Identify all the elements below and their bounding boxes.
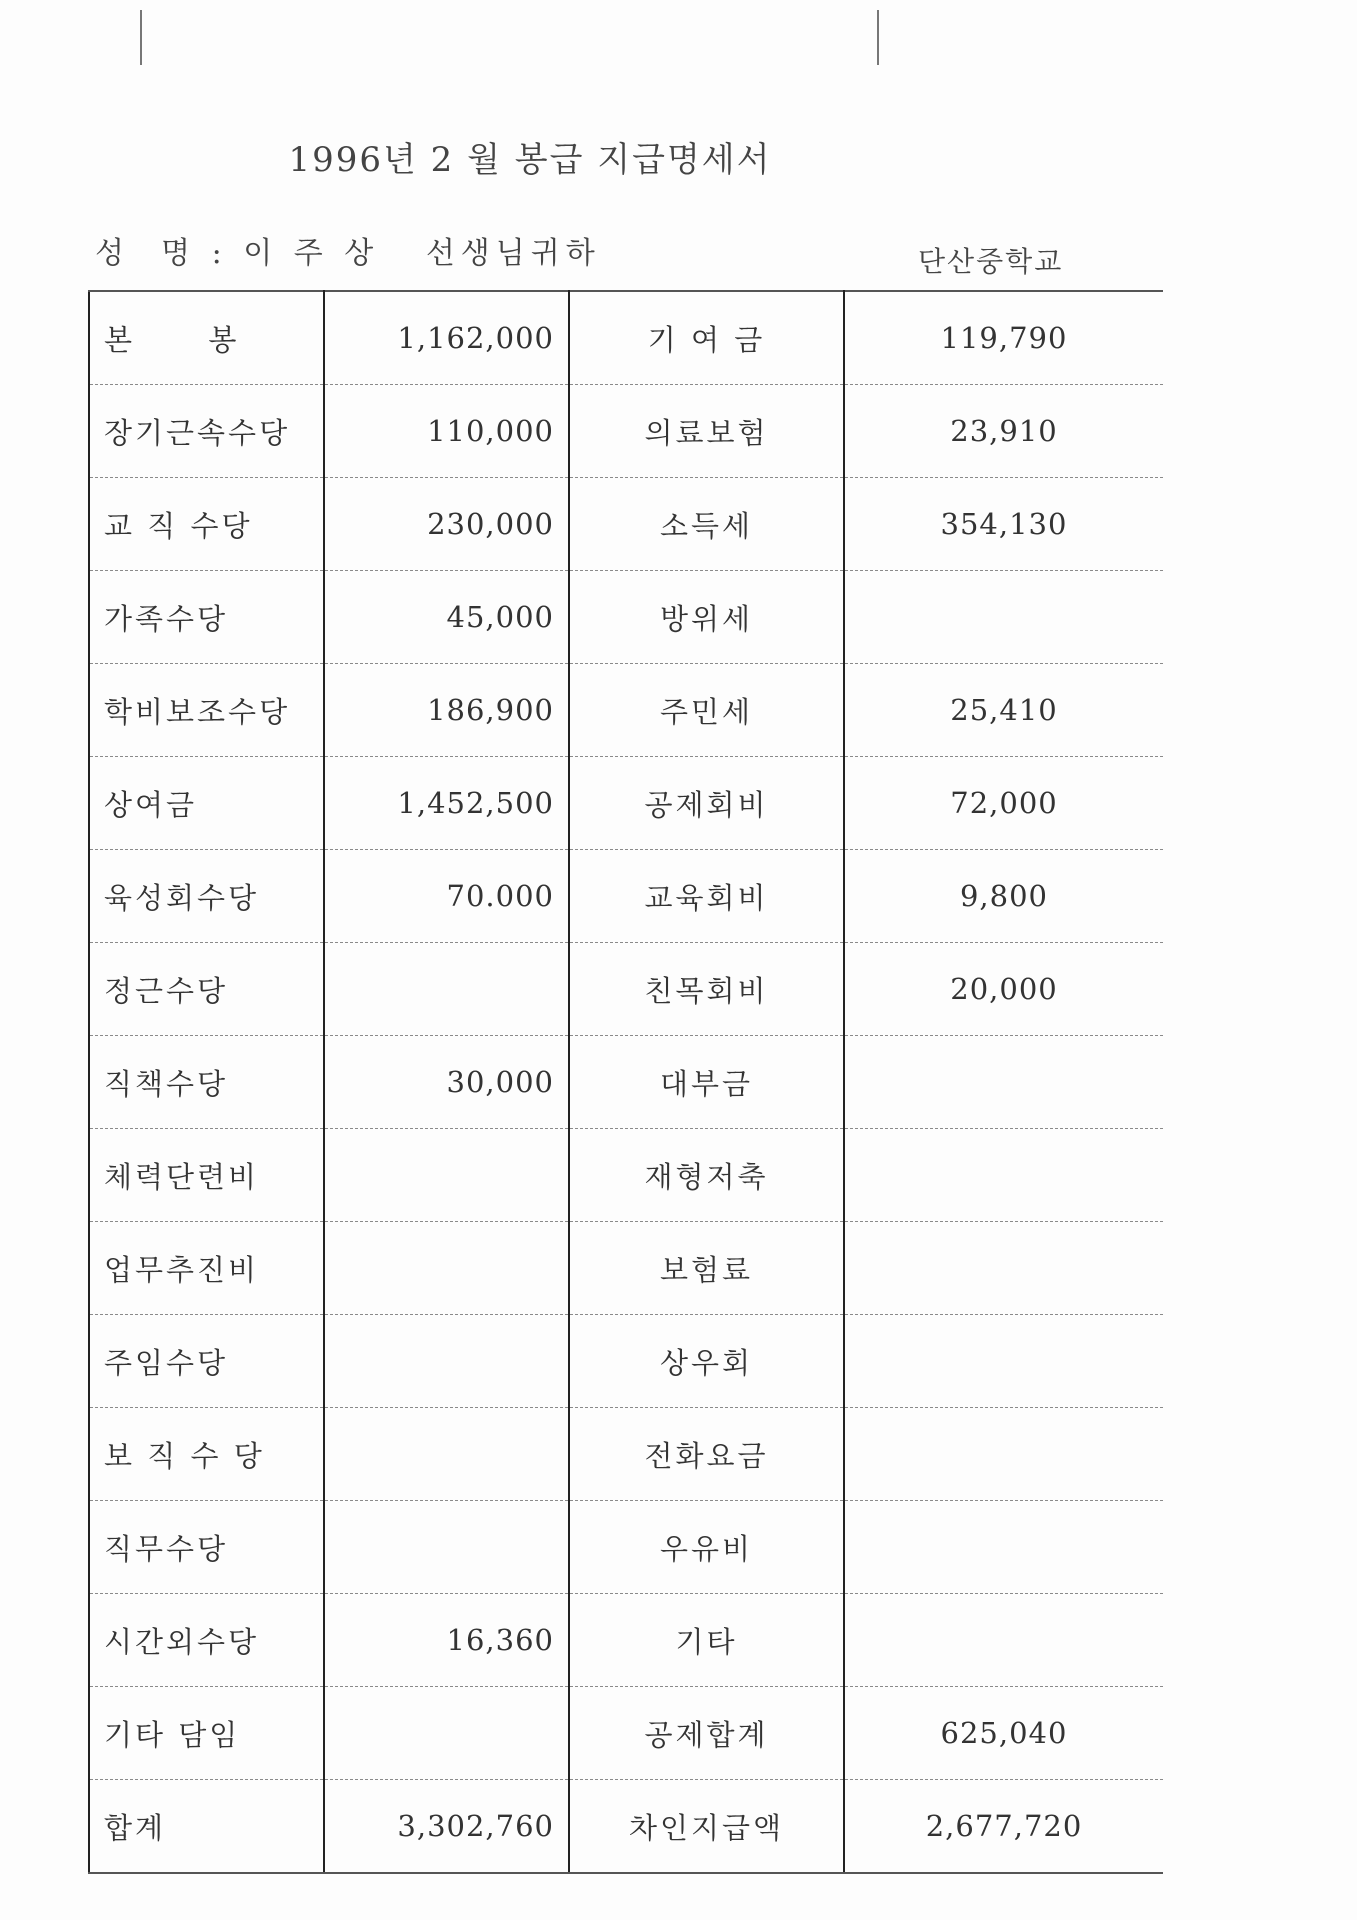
pay-item-label: 학비보조수당 bbox=[89, 664, 324, 757]
table-row bbox=[89, 1222, 1163, 1315]
pay-item-label: 본 봉 bbox=[89, 291, 324, 385]
deduction-amount: 2,677,720 bbox=[844, 1780, 1163, 1874]
pay-item-label: 시간외수당 bbox=[89, 1594, 324, 1687]
table-row bbox=[89, 291, 1163, 385]
scan-mark bbox=[140, 10, 142, 65]
pay-item-label: 직무수당 bbox=[89, 1501, 324, 1594]
deduction-amount bbox=[844, 1408, 1163, 1501]
pay-item-label: 기타 담임 bbox=[89, 1687, 324, 1780]
pay-item-label: 업무추진비 bbox=[89, 1222, 324, 1315]
deduction-amount: 72,000 bbox=[844, 757, 1163, 850]
school-name: 단산중학교 bbox=[918, 245, 1064, 278]
deduction-amount bbox=[844, 1315, 1163, 1408]
pay-amount bbox=[324, 1408, 569, 1501]
deduction-amount: 119,790 bbox=[844, 291, 1163, 385]
pay-amount bbox=[324, 1687, 569, 1780]
deduction-amount: 25,410 bbox=[844, 664, 1163, 757]
deduction-item-label: 재형저축 bbox=[569, 1129, 844, 1222]
pay-amount bbox=[324, 943, 569, 1036]
pay-amount: 110,000 bbox=[324, 385, 569, 478]
table-row bbox=[89, 1687, 1163, 1780]
pay-amount: 70.000 bbox=[324, 850, 569, 943]
deduction-item-label: 교육회비 bbox=[569, 850, 844, 943]
payslip-table bbox=[88, 290, 1163, 1874]
pay-item-label: 교 직 수당 bbox=[89, 478, 324, 571]
table-row bbox=[89, 1780, 1163, 1874]
deduction-amount: 23,910 bbox=[844, 385, 1163, 478]
pay-amount: 230,000 bbox=[324, 478, 569, 571]
table-row bbox=[89, 571, 1163, 664]
pay-item-label: 합계 bbox=[89, 1780, 324, 1874]
table-row bbox=[89, 478, 1163, 571]
pay-amount: 16,360 bbox=[324, 1594, 569, 1687]
pay-amount: 3,302,760 bbox=[324, 1780, 569, 1874]
deduction-item-label: 공제합계 bbox=[569, 1687, 844, 1780]
pay-amount: 1,452,500 bbox=[324, 757, 569, 850]
deduction-item-label: 소득세 bbox=[569, 478, 844, 571]
table-row bbox=[89, 757, 1163, 850]
deduction-item-label: 상우회 bbox=[569, 1315, 844, 1408]
deduction-amount bbox=[844, 1594, 1163, 1687]
deduction-item-label: 보험료 bbox=[569, 1222, 844, 1315]
table-row bbox=[89, 1408, 1163, 1501]
deduction-item-label: 기타 bbox=[569, 1594, 844, 1687]
pay-item-label: 직책수당 bbox=[89, 1036, 324, 1129]
pay-amount: 30,000 bbox=[324, 1036, 569, 1129]
deduction-amount bbox=[844, 1222, 1163, 1315]
deduction-amount bbox=[844, 1129, 1163, 1222]
deduction-item-label: 친목회비 bbox=[569, 943, 844, 1036]
deduction-item-label: 의료보험 bbox=[569, 385, 844, 478]
document-title: 1996년 2 월 봉급 지급명세서 bbox=[288, 140, 772, 180]
pay-amount bbox=[324, 1129, 569, 1222]
pay-item-label: 주임수당 bbox=[89, 1315, 324, 1408]
deduction-amount: 354,130 bbox=[844, 478, 1163, 571]
table-row bbox=[89, 1594, 1163, 1687]
deduction-amount bbox=[844, 571, 1163, 664]
deduction-amount: 9,800 bbox=[844, 850, 1163, 943]
table-row bbox=[89, 1129, 1163, 1222]
deduction-amount: 625,040 bbox=[844, 1687, 1163, 1780]
table-row bbox=[89, 1501, 1163, 1594]
pay-item-label: 가족수당 bbox=[89, 571, 324, 664]
pay-amount: 45,000 bbox=[324, 571, 569, 664]
table-row bbox=[89, 943, 1163, 1036]
pay-item-label: 상여금 bbox=[89, 757, 324, 850]
pay-amount: 186,900 bbox=[324, 664, 569, 757]
pay-amount bbox=[324, 1501, 569, 1594]
deduction-amount bbox=[844, 1501, 1163, 1594]
table-row bbox=[89, 1315, 1163, 1408]
deduction-item-label: 공제회비 bbox=[569, 757, 844, 850]
pay-item-label: 육성회수당 bbox=[89, 850, 324, 943]
deduction-item-label: 우유비 bbox=[569, 1501, 844, 1594]
pay-item-label: 보 직 수 당 bbox=[89, 1408, 324, 1501]
pay-item-label: 정근수당 bbox=[89, 943, 324, 1036]
deduction-item-label: 기 여 금 bbox=[569, 291, 844, 385]
recipient-line: 성 명 : 이 주 상 선생님귀하 bbox=[95, 236, 601, 271]
scan-mark bbox=[877, 10, 879, 65]
table-row bbox=[89, 385, 1163, 478]
table-row bbox=[89, 664, 1163, 757]
deduction-amount: 20,000 bbox=[844, 943, 1163, 1036]
table-row bbox=[89, 850, 1163, 943]
deduction-item-label: 대부금 bbox=[569, 1036, 844, 1129]
pay-item-label: 장기근속수당 bbox=[89, 385, 324, 478]
pay-item-label: 체력단련비 bbox=[89, 1129, 324, 1222]
pay-amount bbox=[324, 1222, 569, 1315]
deduction-item-label: 주민세 bbox=[569, 664, 844, 757]
deduction-item-label: 차인지급액 bbox=[569, 1780, 844, 1874]
pay-amount: 1,162,000 bbox=[324, 291, 569, 385]
deduction-item-label: 방위세 bbox=[569, 571, 844, 664]
deduction-amount bbox=[844, 1036, 1163, 1129]
deduction-item-label: 전화요금 bbox=[569, 1408, 844, 1501]
table-row bbox=[89, 1036, 1163, 1129]
pay-amount bbox=[324, 1315, 569, 1408]
